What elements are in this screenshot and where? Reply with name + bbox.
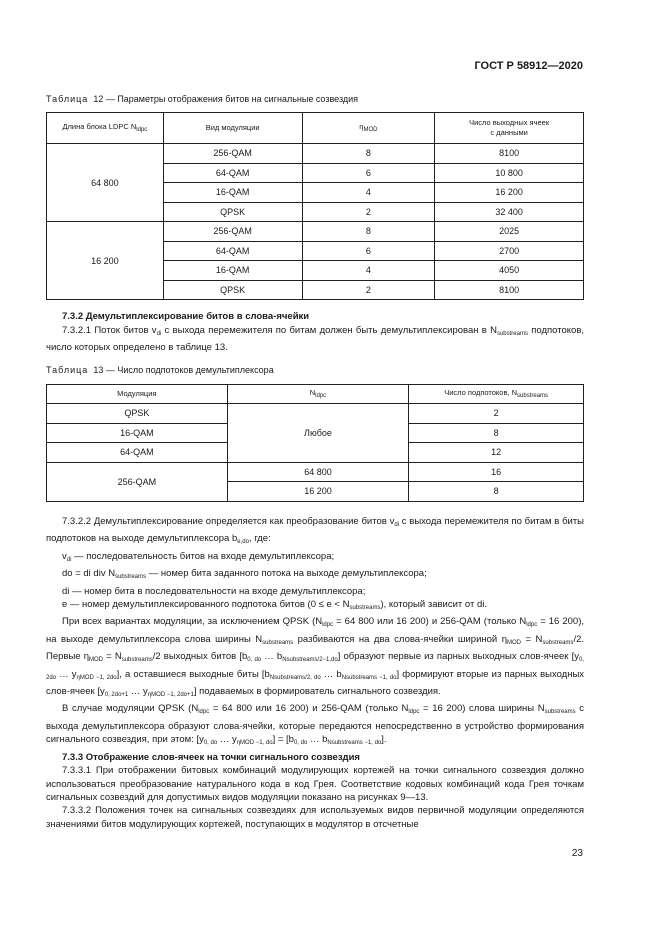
cell-eta: 4 — [302, 183, 435, 203]
cell-eta: 8 — [302, 144, 435, 164]
header-modulation: Вид модуляции — [163, 113, 302, 144]
table-13 — [46, 384, 584, 502]
cell-eta: 2 — [302, 280, 435, 300]
header-modulation: Модуляция — [47, 385, 228, 404]
cell-mod: QPSK — [47, 404, 228, 424]
group-16200: 16 200 — [47, 222, 164, 300]
table-row — [47, 222, 584, 242]
cell-eta: 8 — [302, 222, 435, 242]
cell-mod: 256-QAM — [163, 222, 302, 242]
cell-cells: 8100 — [435, 280, 584, 300]
page-number: 23 — [571, 848, 583, 859]
table-row — [47, 404, 584, 424]
cell-cells: 10 800 — [435, 163, 584, 183]
paragraph-qpsk-case: В случае модуляции QPSK ($N_{ldpc} = 64$ 800 или 16 200) и 256-QAM (только $N_{ldpc} = 16$ 200) слова ширины $N_{substreams}$ с выхода демультиплексора образуют слова-ячейки, которые передаются непосредственно в устройство формирования сигнального созвездия, при этом: [$y_{0, do}$ … $y_{\eta MOD -1, do}] = [b_{0, do}$ … $b_{Nsubstreams -1, do}$]. — [46, 703, 585, 747]
table13-caption: Таблица 13 — Число подпотоков демультиплексора — [46, 365, 274, 375]
table-header-row — [47, 385, 584, 404]
cell-eta: 2 — [302, 202, 435, 222]
table-12 — [46, 112, 584, 300]
paragraph-7-3-2-2: 7.3.2.2 Демультиплексирование определяется как преобразование битов $v_{di}$ с выхода перемежителя по битам в биты подпотоков на выходе демультиплексора $b_{e,do}$, где: $v_{di}$ — последовательность битов на входе демультиплексора; do = di div $N_{substreams}$ — номер бита заданного потока на выходе демультиплексора; di — номер бита в последовательности на входе демультиплексора; e — номер демультиплексированного подпотока битов $(0 \le e < N_{substreams})$, который зависит от di. При всех вариантах модуляции, за исключением QPSK ($N_{ldpc} = 64$ 800 или 16 200) и 256-QAM (только $N_{ldpc} = 16$ 200), на выходе демультиплексора слова ширины $N_{substreams}$ разбиваются на два слова-ячейки шириной $\eta_{MOD} = N_{substreams}/2$. Первые $\eta_{MOD} = N_{substreams}/2$ выходных битов [$b_{0, do}$ … $b_{Nsubstreams/2-1,do}$] образуют первые из парных выходных слов-ячеек [$y_{0, 2do}$ … $y_{\eta MOD -1, 2do}$], а оставшиеся выходные биты [$b_{Nsubstreams/2, do}$ … $b_{Nsubstreams -1, do}$] формируют вторые из парных выходных слов-ячеек [$y_{0, 2do+1}$ … $y_{\eta MOD -1, 2do+1}$] подаваемых в формирователь сигнального созвездия. В случае модуляции QPSK ($N_{ldpc} = 64$ 800 или 16 200) и 256-QAM (только $N_{ldpc} = 16$ 200) слова ширины $N_{substreams}$ с выхода демультиплексора образуют слова-ячейки, которые передаются непосредственно в устройство формирования сигнального созвездия, при этом: [$y_{0, do}$ … $y_{\eta MOD -1, do}] = [b_{0, do}$ … $b_{Nsubstreams -1, do}$]. 7.3.3 Отображение слов-ячеек на точки сигнального созвездия 7.3.3.1 При отображении битовых комбинаций модулирующих кортежей на точки сигнального созвездия должно использоваться преобразование натурального кода в код Грея. Соответствие кодовых комбинаций кода Грея точкам сигнальных созвездий для допустимых видов модуляции показано на рисунках 9—13. 7.3.3.2 Положения точек на сигнальных созвездиях для используемых видов первичной модуляции определяются значениями битов модулирующих кортежей, поступающих в модулятор в отсчетные — [46, 516, 585, 830]
cell-cells: 16 200 — [435, 183, 584, 203]
cell-eta: 6 — [302, 163, 435, 183]
cell-cells: 2700 — [435, 241, 584, 261]
header-nldpc: $N_{ldpc}$ — [227, 385, 409, 404]
document-id: ГОСТ Р 58912—2020 — [474, 60, 583, 72]
paragraph-7-3-3-2: 7.3.3.2 Положения точек на сигнальных созвездиях для используемых видов первичной модуляции определяются значениями битов модулирующих кортежей, поступающих в модулятор в отсчетные — [46, 805, 584, 830]
cell-mod: QPSK — [163, 202, 302, 222]
section-7-3-3-title: 7.3.3 Отображение слов-ячеек на точки сигнального созвездия — [62, 751, 360, 763]
cell-any: Любое — [227, 404, 409, 463]
section-7-3-2-title: 7.3.2 Демультиплексирование битов в слова-ячейки — [62, 311, 310, 322]
cell-mod: 16-QAM — [163, 261, 302, 281]
cell-mod: QPSK — [163, 280, 302, 300]
cell-cells: 8100 — [435, 144, 584, 164]
cell-mod: 64-QAM — [163, 163, 302, 183]
cell-substreams: 16 — [409, 462, 584, 482]
cell-eta: 6 — [302, 241, 435, 261]
table-row — [47, 144, 584, 164]
cell-substreams: 2 — [409, 404, 584, 424]
cell-eta: 4 — [302, 261, 435, 281]
cell-mod: 16-QAM — [163, 183, 302, 203]
cell-substreams: 8 — [409, 423, 584, 443]
cell-nldpc: 16 200 — [227, 482, 409, 502]
cell-mod: 256-QAM — [163, 144, 302, 164]
table12-caption: Таблица 12 — Параметры отображения битов на сигнальные созвездия — [46, 94, 359, 104]
cell-nldpc: 64 800 — [227, 462, 409, 482]
header-output-cells: Число выходных ячеек с данными — [435, 113, 584, 144]
table-header-row — [47, 113, 584, 144]
table-row — [47, 462, 584, 482]
cell-cells: 2025 — [435, 222, 584, 242]
header-eta: $\eta_{MOD}$ — [302, 113, 435, 144]
paragraph-7-3-2-1: 7.3.2.1 Поток битов $v_{di}$ с выхода перемежителя по битам должен быть демультиплексирован в $N_{substreams}$ подпотоков, число которых определено в таблице 13. — [46, 325, 585, 354]
header-block-length: Длина блока LDPC $N_{ldpc}$ — [47, 113, 164, 144]
cell-substreams: 12 — [409, 443, 584, 463]
paragraph-7-3-3-1: 7.3.3.1 При отображении битовых комбинаций модулирующих кортежей на точки сигнального созвездия должно использоваться преобразование натурального кода в код Грея. Соответствие кодовых комбинаций кода Грея точкам сигнальных созвездий для допустимых видов модуляции показано на рисунках 9—13. — [46, 765, 584, 803]
paragraph-all-modulations: При всех вариантах модуляции, за исключением QPSK ($N_{ldpc} = 64$ 800 или 16 200) и 256-QAM (только $N_{ldpc} = 16$ 200), на выходе демультиплексора слова ширины $N_{substreams}$ разбиваются на два слова-ячейки шириной $\eta_{MOD} = N_{substreams}/2$. Первые $\eta_{MOD} = N_{substreams}/2$ выходных битов [$b_{0, do}$ … $b_{Nsubstreams/2-1,do}$] образуют первые из парных выходных слов-ячеек [$y_{0, 2do}$ … $y_{\eta MOD -1, 2do}$], а оставшиеся выходные биты [$b_{Nsubstreams/2, do}$ … $b_{Nsubstreams -1, do}$] формируют вторые из парных выходных слов-ячеек [$y_{0, 2do+1}$ … $y_{\eta MOD -1, 2do+1}$] подаваемых в формирователь сигнального созвездия. — [46, 616, 585, 699]
cell-mod: 256-QAM — [47, 462, 228, 501]
cell-cells: 4050 — [435, 261, 584, 281]
header-substreams: Число подпотоков, $N_{substreams}$ — [409, 385, 584, 404]
cell-mod: 16-QAM — [47, 423, 228, 443]
cell-mod: 64-QAM — [163, 241, 302, 261]
group-64800: 64 800 — [47, 144, 164, 222]
cell-cells: 32 400 — [435, 202, 584, 222]
cell-substreams: 8 — [409, 482, 584, 502]
cell-mod: 64-QAM — [47, 443, 228, 463]
